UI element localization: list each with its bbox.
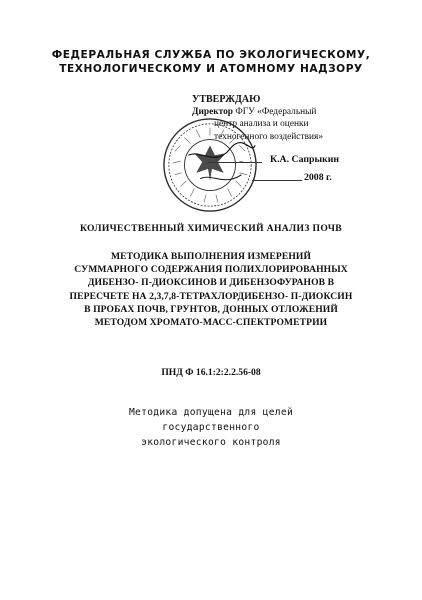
approval-org-line-1: ФГУ «Федеральный — [235, 107, 317, 118]
approval-note-line-1: Методика допущена для целей государственного — [128, 407, 294, 433]
approval-note-line-2: экологического контроля — [141, 437, 281, 448]
agency-line-2: ТЕХНОЛОГИЧЕСКОМУ И АТОМНОМУ НАДЗОРУ — [59, 63, 363, 75]
date-line — [252, 180, 302, 181]
agency-line-1: ФЕДЕРАЛЬНАЯ СЛУЖБА ПО ЭКОЛОГИЧЕСКОМУ, — [51, 49, 371, 61]
agency-header — [0, 48, 422, 76]
method-title-line-4: ПЕРЕСЧЕТЕ НА 2,3,7,8-ТЕТРАХЛОРДИБЕНЗО- П-ДИОКСИН — [69, 290, 353, 302]
approval-org-line-3: техногенного воздействия» — [214, 131, 324, 142]
document-code: ПНД Ф 16.1:2:2.2.56-08 — [161, 367, 261, 378]
official-seal-icon — [161, 116, 259, 214]
method-title-line-3: ДИБЕНЗО- П-ДИОКСИНОВ И ДИБЕНЗОФУРАНОВ В — [87, 277, 335, 289]
signatory-name: К.А. Сапрыкин — [270, 154, 340, 165]
method-title-line-1: МЕТОДИКА ВЫПОЛНЕНИЯ ИЗМЕРЕНИЙ — [110, 251, 312, 262]
method-title-line-2: СУММАРНОГО СОДЕРЖАНИЯ ПОЛИХЛОРИРОВАННЫХ — [74, 264, 348, 276]
method-title-line-5: В ПРОБАХ ПОЧВ, ГРУНТОВ, ДОННЫХ ОТЛОЖЕНИЙ — [84, 303, 338, 315]
section-title: КОЛИЧЕСТВЕННЫЙ ХИМИЧЕСКИЙ АНАЛИЗ ПОЧВ — [79, 223, 343, 234]
method-title — [55, 250, 367, 329]
method-title-line-6: МЕТОДОМ ХРОМАТО-МАСС-СПЕКТРОМЕТРИИ — [94, 317, 328, 329]
approval-org-line-2: центр анализа и оценки — [214, 119, 309, 130]
approval-position-label: Директор — [192, 107, 234, 118]
signature-line — [208, 162, 262, 163]
approval-year: 2008 г. — [304, 172, 332, 183]
approval-note — [85, 405, 337, 450]
approval-heading: УТВЕРЖДАЮ — [192, 94, 261, 105]
